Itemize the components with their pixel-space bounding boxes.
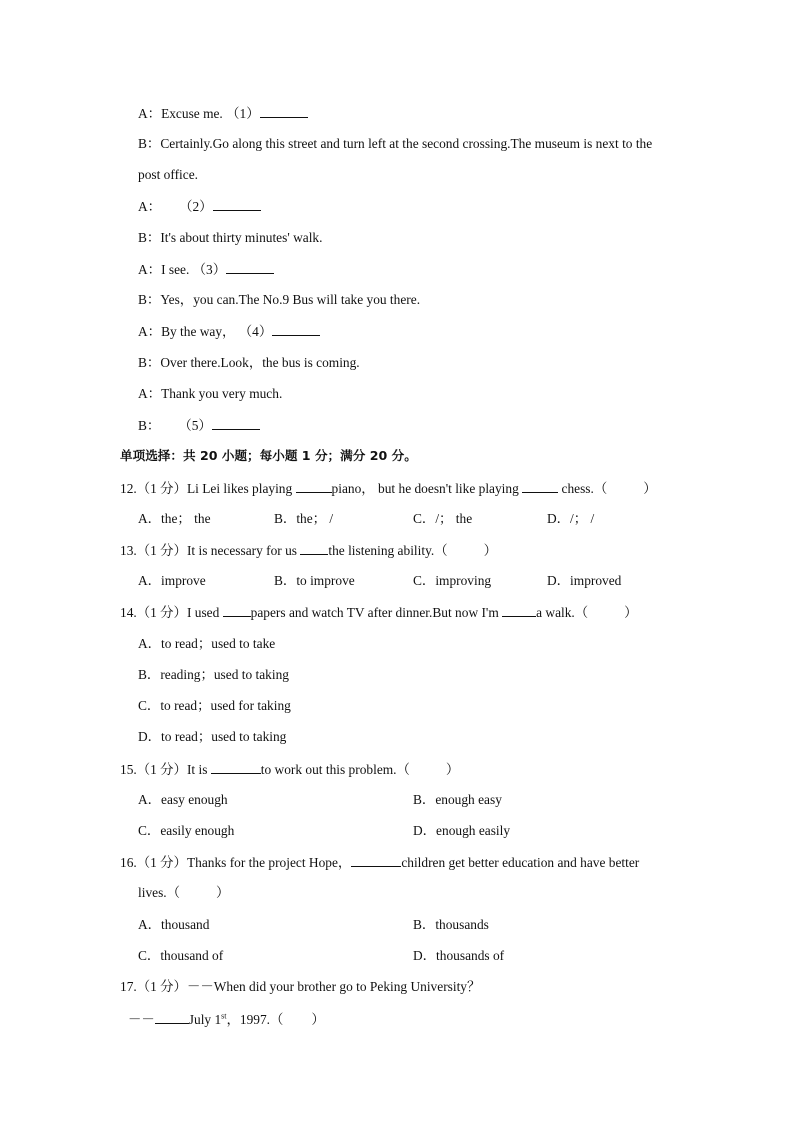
question-16-stem: 16.（1 分）Thanks for the project Hope， children get better education and have better	[120, 855, 640, 870]
question-17-answer-line: －－ July 1st，1997.（ ）	[128, 1011, 325, 1027]
question-12-stem: 12.（1 分）Li Lei likes playing piano， but he doesn't like playing chess.（ ）	[120, 481, 657, 496]
q13-option-a[interactable]: A．improve	[138, 573, 206, 588]
question-16-stem-cont: lives.（ ）	[138, 885, 230, 900]
section-title: 单项选择：共 20 小题；每小题 1 分；满分 20 分。	[120, 448, 417, 463]
dialogue-line-9: A：Thank you very much.	[138, 386, 283, 401]
q15-option-d[interactable]: D．enough easily	[413, 823, 511, 838]
q14-option-a[interactable]: A．to read；used to take	[138, 636, 276, 651]
q14-option-b[interactable]: B．reading；used to taking	[138, 667, 289, 682]
question-15-stem: 15.（1 分）It is to work out this problem.（ ）	[120, 762, 460, 777]
dialogue-line-5: A：I see. （3）	[138, 261, 274, 278]
dialogue-line-3: A： （2）	[138, 198, 261, 215]
dialogue-line-2: B：Certainly.Go along this street and turn left at the second crossing.The museum is next to the	[138, 136, 653, 151]
q14-option-c[interactable]: C．to read；used for taking	[138, 698, 291, 713]
q15-option-c[interactable]: C．easily enough	[138, 823, 235, 838]
answer-blank-4[interactable]	[272, 323, 320, 336]
q14-blank-1[interactable]	[223, 604, 251, 617]
dialogue-line-6: B：Yes，you can.The No.9 Bus will take you there.	[138, 292, 421, 307]
q13-option-d[interactable]: D．improved	[547, 573, 622, 588]
q13-option-c[interactable]: C．improving	[413, 573, 492, 588]
q15-option-b[interactable]: B．enough easy	[413, 792, 502, 807]
q12-option-a[interactable]: A．the； the	[138, 511, 211, 526]
dialogue-line-2-cont: post office.	[138, 167, 198, 182]
q12-blank-2[interactable]	[522, 480, 558, 493]
question-17-stem: 17.（1 分）－－When did your brother go to Peking University？	[120, 979, 481, 994]
q16-blank[interactable]	[351, 854, 401, 867]
q13-blank[interactable]	[300, 542, 328, 555]
q12-option-b[interactable]: B．the； /	[274, 511, 334, 526]
answer-blank-2[interactable]	[213, 198, 261, 211]
q16-option-c[interactable]: C．thousand of	[138, 948, 224, 963]
dialogue-line-8: B：Over there.Look，the bus is coming.	[138, 355, 360, 370]
q13-option-b[interactable]: B．to improve	[274, 573, 355, 588]
q14-blank-2[interactable]	[502, 604, 536, 617]
dialogue-line-7: A：By the way， （4）	[138, 323, 320, 340]
q16-option-d[interactable]: D．thousands of	[413, 948, 505, 963]
answer-blank-5[interactable]	[212, 417, 260, 430]
dialogue-line-4: B：It's about thirty minutes' walk.	[138, 230, 323, 245]
q15-option-a[interactable]: A．easy enough	[138, 792, 228, 807]
q15-blank[interactable]	[211, 761, 261, 774]
q12-option-d[interactable]: D．/； /	[547, 511, 595, 526]
q12-blank-1[interactable]	[296, 480, 332, 493]
answer-blank-1[interactable]	[260, 105, 308, 118]
q16-option-b[interactable]: B．thousands	[413, 917, 489, 932]
q16-option-a[interactable]: A．thousand	[138, 917, 210, 932]
question-13-stem: 13.（1 分）It is necessary for us the listening ability.（ ）	[120, 543, 498, 558]
q12-option-c[interactable]: C．/； the	[413, 511, 473, 526]
question-14-stem: 14.（1 分）I used papers and watch TV after dinner.But now I'm a walk.（ ）	[120, 605, 638, 620]
q14-option-d[interactable]: D．to read；used to taking	[138, 729, 287, 744]
answer-blank-3[interactable]	[226, 261, 274, 274]
dialogue-line-1: A：Excuse me. （1）	[138, 105, 308, 122]
q17-blank[interactable]	[155, 1011, 189, 1024]
dialogue-line-10: B： （5）	[138, 417, 260, 434]
